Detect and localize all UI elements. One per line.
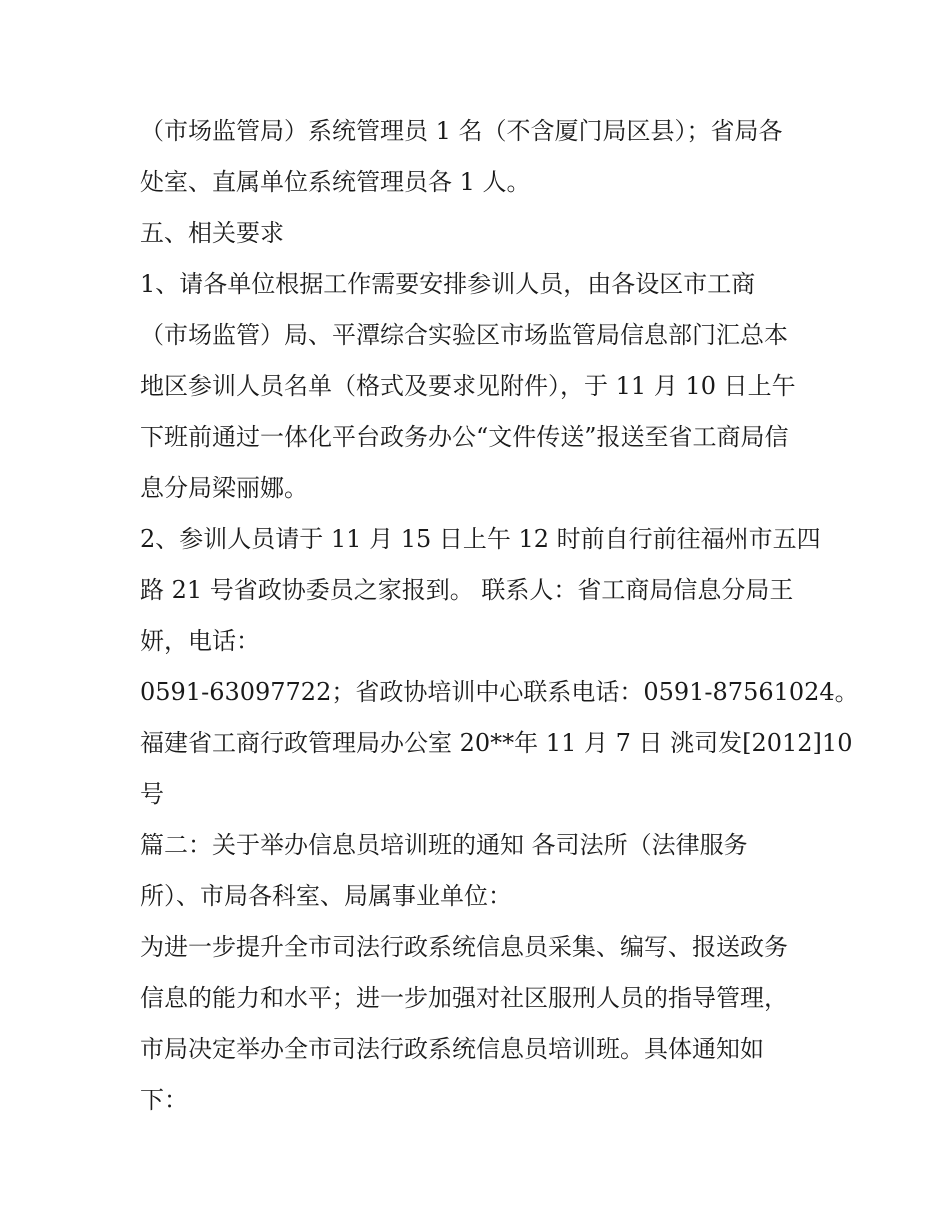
text-line: 福建省工商行政管理局办公室 20**年 11 月 7 日 洮司发[2012]10 [140,729,853,757]
document-body [140,106,859,1126]
text-line: 路 21 号省政协委员之家报到。 联系人：省工商局信息分局王 [140,576,794,604]
text-line: 息分局梁丽娜。 [140,474,308,502]
text-line: 下： [140,1086,188,1114]
section-heading: 五、相关要求 [140,219,284,247]
text-line: （市场监管）局、平潭综合实验区市场监管局信息部门汇总本 [140,321,788,349]
text-line: 下班前通过一体化平台政务办公“文件传送”报送至省工商局信 [140,423,789,451]
text-line: 所）、市局各科室、局属事业单位： [140,882,512,910]
text-line: 号 [140,780,164,808]
text-line: 0591-63097722；省政协培训中心联系电话：0591-87561024。 [140,678,859,706]
text-line: 市局决定举办全市司法行政系统信息员培训班。具体通知如 [140,1035,764,1063]
text-line: （市场监管局）系统管理员 1 名（不含厦门局区县）；省局各 [140,117,783,145]
text-line: 2、参训人员请于 11 月 15 日上午 12 时前自行前往福州市五四 [140,525,821,553]
text-line: 妍，电话： [140,627,260,655]
text-line: 为进一步提升全市司法行政系统信息员采集、编写、报送政务 [140,933,788,961]
text-line: 篇二：关于举办信息员培训班的通知 各司法所（法律服务 [140,831,748,859]
text-line: 处室、直属单位系统管理员各 1 人。 [140,168,531,196]
text-line: 地区参训人员名单（格式及要求见附件），于 11 月 10 日上午 [140,372,796,400]
text-line: 信息的能力和水平；进一步加强对社区服刑人员的指导管理， [140,984,788,1012]
text-line: 1、请各单位根据工作需要安排参训人员，由各设区市工商 [140,270,756,298]
